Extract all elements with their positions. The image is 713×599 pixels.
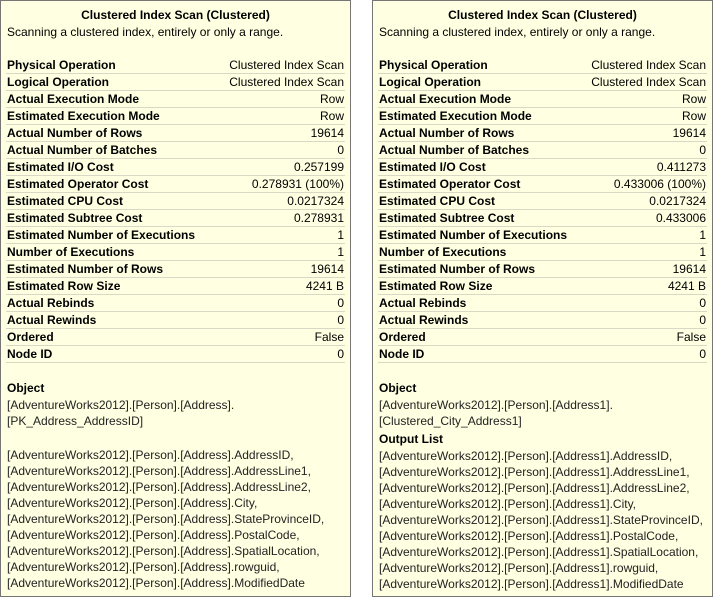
tooltip-panel-right: [372, 0, 713, 597]
property-label: Physical Operation: [379, 58, 488, 72]
property-row: [378, 346, 707, 363]
property-value: 0: [699, 347, 706, 361]
property-row: [6, 91, 345, 108]
property-label: Estimated Number of Rows: [7, 262, 164, 276]
property-row: [378, 159, 707, 176]
property-label: Physical Operation: [7, 58, 116, 72]
property-value: 19614: [310, 126, 344, 140]
property-value: Row: [681, 109, 706, 123]
property-label: Actual Number of Rows: [7, 126, 143, 140]
property-label: Estimated Number of Executions: [7, 228, 196, 242]
property-row: [378, 244, 707, 261]
property-label: Estimated Row Size: [7, 279, 121, 293]
property-value: 1: [699, 228, 706, 242]
property-label: Estimated Operator Cost: [7, 177, 149, 191]
property-value: False: [314, 330, 344, 344]
output-line: [AdventureWorks2012].[Person].[Address1].ModifiedDate: [379, 577, 684, 591]
property-label: Actual Number of Batches: [7, 143, 158, 157]
property-value: 0.0217324: [649, 194, 706, 208]
property-row: [6, 142, 345, 159]
property-row: [378, 142, 707, 159]
property-value: 19614: [672, 126, 706, 140]
property-label: Node ID: [7, 347, 53, 361]
output-list-heading: Output List: [379, 432, 443, 446]
property-label: Number of Executions: [7, 245, 135, 259]
property-value: False: [676, 330, 706, 344]
object-line: [AdventureWorks2012].[Person].[Address].: [7, 398, 235, 412]
property-value: 19614: [672, 262, 706, 276]
property-row: [6, 74, 345, 91]
property-row: [378, 227, 707, 244]
property-label: Estimated I/O Cost: [379, 160, 486, 174]
property-row: [378, 74, 707, 91]
property-label: Estimated Operator Cost: [379, 177, 521, 191]
property-label: Number of Executions: [379, 245, 507, 259]
output-line: [AdventureWorks2012].[Person].[Address1].PostalCode,: [379, 529, 679, 543]
property-row: [6, 108, 345, 125]
output-line: [AdventureWorks2012].[Person].[Address1].SpatialLocation,: [379, 545, 699, 559]
property-row: [6, 57, 345, 74]
property-row: [6, 193, 345, 210]
property-value: 0.433006 (100%): [613, 177, 706, 191]
object-line: [Clustered_City_Address1]: [379, 414, 522, 428]
property-value: Row: [319, 109, 344, 123]
output-line: [AdventureWorks2012].[Person].[Address].rowguid,: [7, 560, 280, 574]
property-row: [6, 346, 345, 363]
output-line: [AdventureWorks2012].[Person].[Address].AddressID,: [7, 448, 294, 462]
operator-title: Clustered Index Scan (Clustered): [448, 8, 637, 22]
property-row: [6, 312, 345, 329]
property-row: [6, 125, 345, 142]
property-value: 4241 B: [305, 279, 344, 293]
property-value: 0: [699, 296, 706, 310]
property-value: Clustered Index Scan: [591, 58, 706, 72]
object-section: [7, 380, 346, 429]
property-value: 0: [699, 143, 706, 157]
property-label: Actual Rewinds: [7, 313, 97, 327]
property-label: Logical Operation: [379, 75, 482, 89]
property-row: [378, 176, 707, 193]
property-row: [378, 312, 707, 329]
property-value: 0.0217324: [287, 194, 344, 208]
object-heading: Object: [7, 381, 45, 395]
output-line: [AdventureWorks2012].[Person].[Address1].AddressLine2,: [379, 481, 690, 495]
property-value: 0: [699, 313, 706, 327]
property-label: Actual Execution Mode: [7, 92, 140, 106]
property-row: [378, 329, 707, 346]
output-line: [AdventureWorks2012].[Person].[Address1].AddressID,: [379, 449, 673, 463]
property-label: Estimated I/O Cost: [7, 160, 114, 174]
property-label: Estimated Execution Mode: [7, 109, 160, 123]
property-list: [378, 57, 707, 363]
output-line: [AdventureWorks2012].[Person].[Address].AddressLine2,: [7, 480, 311, 494]
property-row: [378, 125, 707, 142]
output-list-section: [379, 431, 708, 592]
property-label: Estimated Number of Rows: [379, 262, 536, 276]
property-row: [378, 91, 707, 108]
property-label: Node ID: [379, 347, 425, 361]
property-value: 0.278931: [293, 211, 344, 225]
property-row: [6, 278, 345, 295]
property-row: [378, 295, 707, 312]
property-row: [378, 210, 707, 227]
property-label: Estimated Row Size: [379, 279, 493, 293]
property-row: [378, 278, 707, 295]
output-line: [AdventureWorks2012].[Person].[Address1].StateProvinceID,: [379, 513, 703, 527]
property-label: Actual Rewinds: [379, 313, 469, 327]
property-label: Logical Operation: [7, 75, 110, 89]
property-label: Estimated Number of Executions: [379, 228, 568, 242]
property-value: 0.257199: [293, 160, 344, 174]
property-label: Actual Number of Batches: [379, 143, 530, 157]
property-label: Estimated CPU Cost: [379, 194, 496, 208]
property-row: [6, 329, 345, 346]
property-value: 0.411273: [656, 160, 706, 174]
output-line: [AdventureWorks2012].[Person].[Address1].rowguid,: [379, 561, 659, 575]
property-label: Actual Rebinds: [379, 296, 467, 310]
property-value: 0: [337, 347, 344, 361]
output-line: [AdventureWorks2012].[Person].[Address].ModifiedDate: [7, 576, 305, 590]
output-line: [AdventureWorks2012].[Person].[Address].StateProvinceID,: [7, 512, 325, 526]
property-row: [6, 295, 345, 312]
property-value: 0: [337, 313, 344, 327]
property-value: 0.433006: [655, 211, 706, 225]
property-value: 1: [699, 245, 706, 259]
output-line: [AdventureWorks2012].[Person].[Address].SpatialLocation,: [7, 544, 320, 558]
operator-description: Scanning a clustered index, entirely or only a range.: [7, 25, 284, 39]
property-label: Estimated Execution Mode: [379, 109, 532, 123]
property-row: [6, 261, 345, 278]
object-line: [AdventureWorks2012].[Person].[Address1].: [379, 398, 613, 412]
property-value: Clustered Index Scan: [591, 75, 706, 89]
property-row: [6, 244, 345, 261]
property-label: Estimated Subtree Cost: [379, 211, 515, 225]
property-list: [6, 57, 345, 363]
property-value: Row: [681, 92, 706, 106]
property-row: [378, 108, 707, 125]
property-row: [6, 227, 345, 244]
property-value: Clustered Index Scan: [229, 58, 344, 72]
property-label: Estimated Subtree Cost: [7, 211, 143, 225]
property-value: Clustered Index Scan: [229, 75, 344, 89]
property-value: Row: [319, 92, 344, 106]
property-row: [6, 159, 345, 176]
operator-description: Scanning a clustered index, entirely or only a range.: [379, 25, 656, 39]
object-line: [PK_Address_AddressID]: [7, 414, 144, 428]
property-value: 0: [337, 296, 344, 310]
output-line: [AdventureWorks2012].[Person].[Address].AddressLine1,: [7, 464, 311, 478]
property-label: Estimated CPU Cost: [7, 194, 124, 208]
property-label: Ordered: [379, 330, 426, 344]
property-label: Actual Rebinds: [7, 296, 95, 310]
property-label: Actual Execution Mode: [379, 92, 512, 106]
property-value: 19614: [310, 262, 344, 276]
output-line: [AdventureWorks2012].[Person].[Address1].City,: [379, 497, 637, 511]
property-value: 0: [337, 143, 344, 157]
property-row: [378, 57, 707, 74]
property-value: 4241 B: [667, 279, 706, 293]
property-value: 0.278931 (100%): [251, 177, 344, 191]
property-value: 1: [337, 228, 344, 242]
property-value: 1: [337, 245, 344, 259]
tooltip-panel-left: [0, 0, 351, 597]
object-heading: Object: [379, 381, 417, 395]
output-line: [AdventureWorks2012].[Person].[Address1].AddressLine1,: [379, 465, 690, 479]
property-label: Actual Number of Rows: [379, 126, 515, 140]
operator-title: Clustered Index Scan (Clustered): [81, 8, 270, 22]
property-row: [6, 176, 345, 193]
object-section: [379, 380, 708, 429]
output-line: [AdventureWorks2012].[Person].[Address].PostalCode,: [7, 528, 300, 542]
output-list-section: [7, 447, 346, 591]
property-row: [378, 193, 707, 210]
output-line: [AdventureWorks2012].[Person].[Address].City,: [7, 496, 258, 510]
property-row: [378, 261, 707, 278]
property-label: Ordered: [7, 330, 54, 344]
property-row: [6, 210, 345, 227]
